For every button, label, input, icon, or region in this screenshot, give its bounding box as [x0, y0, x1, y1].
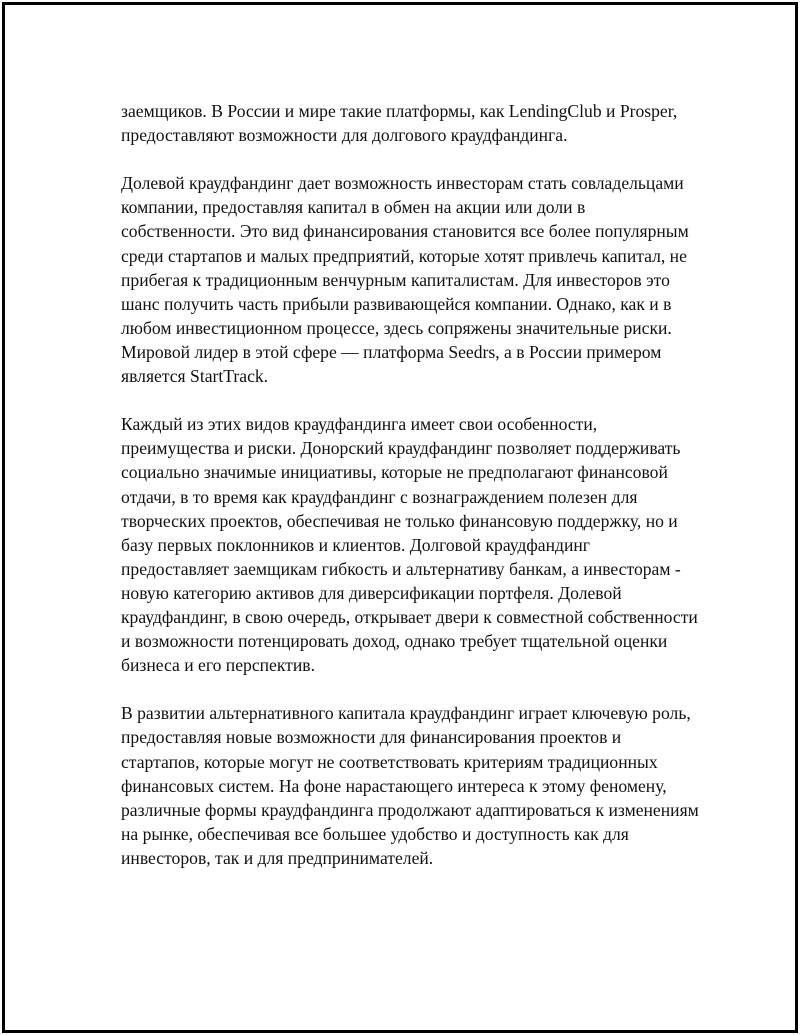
paragraph-alternative-capital: В развитии альтернативного капитала краудфандинг играет ключевую роль, предоставляя новые возможности для финансирования проектов и стартапов, которые могут не соответствовать критериям традиционных финансовых систем. На фоне нарастающего интереса к этому феномену, различные формы краудфандинга продолжают адаптироваться к изменениям на рынке, обеспечивая все большее удобство и доступность как для инвесторов, так и для предпринимателей.	[121, 703, 699, 868]
page-border	[2, 2, 798, 1033]
document-body	[121, 99, 701, 870]
paragraph-crowdfunding-types-comparison: Каждый из этих видов краудфандинга имеет свои особенности, преимущества и риски. Донорский краудфандинг позволяет поддерживать социально значимые инициативы, которые не предполагают финансовой отдачи, в то время как краудфандинг с вознаграждением полезен для творческих проектов, обеспечивая не только финансовую поддержку, но и базу первых поклонников и клиентов. Долговой краудфандинг предоставляет заемщикам гибкость и альтернативу банкам, а инвесторам - новую категорию активов для диверсификации портфеля. Долевой краудфандинг, в свою очередь, открывает двери к совместной собственности и возможности потенцировать доход, однако требует тщательной оценки бизнеса и его перспектив.	[121, 414, 698, 676]
paragraph-debt-platforms: заемщиков. В России и мире такие платформы, как LendingClub и Prosper, предоставляют возможности для долгового краудфандинга.	[121, 101, 678, 146]
paragraph-equity-crowdfunding: Долевой краудфандинг дает возможность инвесторам стать совладельцами компании, предоставляя капитал в обмен на акции или доли в собственности. Это вид финансирования становится все более популярным среди стартапов и малых предприятий, которые хотят привлечь капитал, не прибегая к традиционным венчурным капиталистам. Для инвесторов это шанс получить часть прибыли развивающейся компании. Однако, как и в любом инвестиционном процессе, здесь сопряжены значительные риски. Мировой лидер в этой сфере — платформа Seedrs, а в России примером является StartTrack.	[121, 173, 689, 387]
